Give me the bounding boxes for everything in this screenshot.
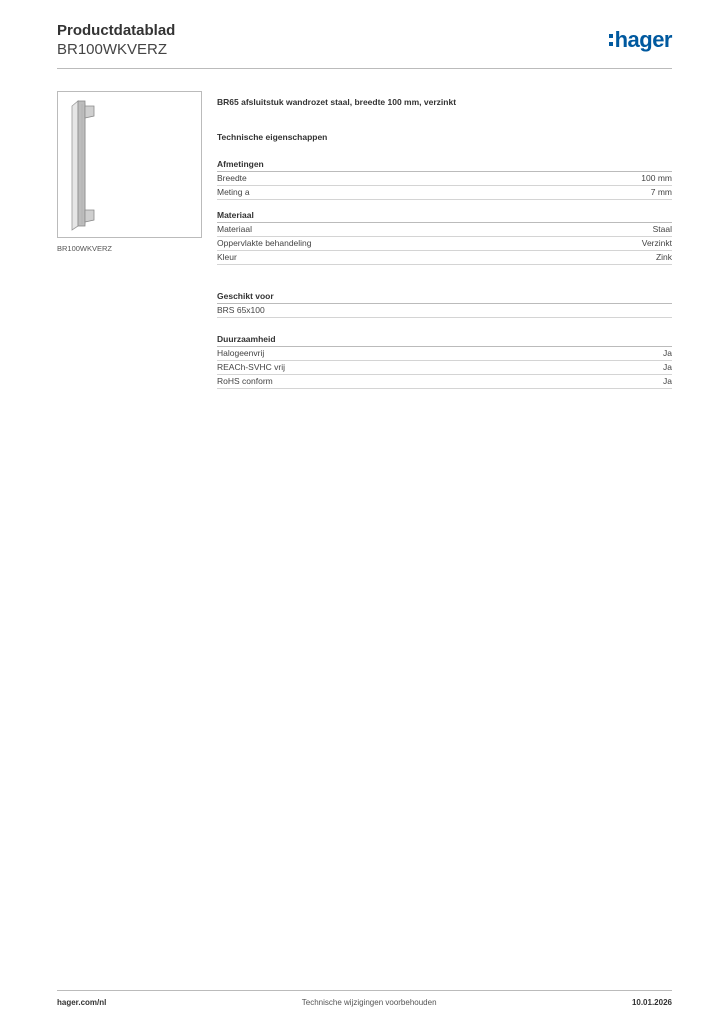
footer-date: 10.01.2026 <box>631 998 672 1007</box>
spec-label: Halogeenvrij <box>217 348 265 358</box>
logo-text: hager <box>614 27 672 52</box>
product-details <box>217 95 672 389</box>
footer-notice: Technische wijzigingen voorbehouden <box>301 998 437 1007</box>
spec-row <box>217 361 672 375</box>
spec-row <box>217 251 672 265</box>
spec-group-title: Duurzaamheid <box>217 331 672 347</box>
footer-website-link[interactable]: hager.com/nl <box>57 998 107 1007</box>
product-code-title: BR100WKVERZ <box>57 41 168 58</box>
spec-value: Ja <box>663 362 672 372</box>
page-footer <box>57 998 672 1007</box>
spec-value: Ja <box>663 376 672 386</box>
spec-value: Zink <box>655 252 672 262</box>
spec-label: Kleur <box>217 252 237 262</box>
header-divider <box>57 68 672 69</box>
spec-label: RoHS conform <box>217 376 273 386</box>
spec-row <box>217 186 672 200</box>
spec-group-afmetingen <box>217 156 672 200</box>
spec-row <box>217 237 672 251</box>
wall-end-cap-product-icon <box>58 92 203 239</box>
product-image-caption: BR100WKVERZ <box>57 244 113 253</box>
spec-label: BRS 65x100 <box>217 305 265 315</box>
spec-group-materiaal <box>217 207 672 265</box>
spec-row <box>217 347 672 361</box>
hager-logo <box>609 28 672 52</box>
spec-value: 7 mm <box>650 187 672 197</box>
product-image <box>57 91 202 238</box>
product-description: BR65 afsluitstuk wandrozet staal, breedte 100 mm, verzinkt <box>217 97 457 107</box>
spec-label: Meting a <box>217 187 250 197</box>
spec-label: Materiaal <box>217 224 252 234</box>
spec-row <box>217 172 672 186</box>
page-header <box>57 22 175 59</box>
spec-group-title: Afmetingen <box>217 156 672 172</box>
spec-label: REACh-SVHC vrij <box>217 362 286 372</box>
spec-label: Breedte <box>217 173 247 183</box>
footer-divider <box>57 990 672 991</box>
page-title: Productdatablad <box>57 22 176 39</box>
spec-value: 100 mm <box>641 173 672 183</box>
spec-row <box>217 304 672 318</box>
spec-group-duurzaamheid <box>217 331 672 389</box>
spec-group-title: Materiaal <box>217 207 672 223</box>
spec-value: Staal <box>652 224 672 234</box>
spec-label: Oppervlakte behandeling <box>217 238 312 248</box>
logo-dots-icon <box>609 32 613 48</box>
spec-value: Ja <box>663 348 672 358</box>
spec-value: Verzinkt <box>641 238 672 248</box>
specs-section-title: Technische eigenschappen <box>217 132 328 142</box>
spec-row <box>217 375 672 389</box>
spec-group-geschikt-voor <box>217 288 672 318</box>
spec-group-title: Geschikt voor <box>217 288 672 304</box>
spec-row <box>217 223 672 237</box>
